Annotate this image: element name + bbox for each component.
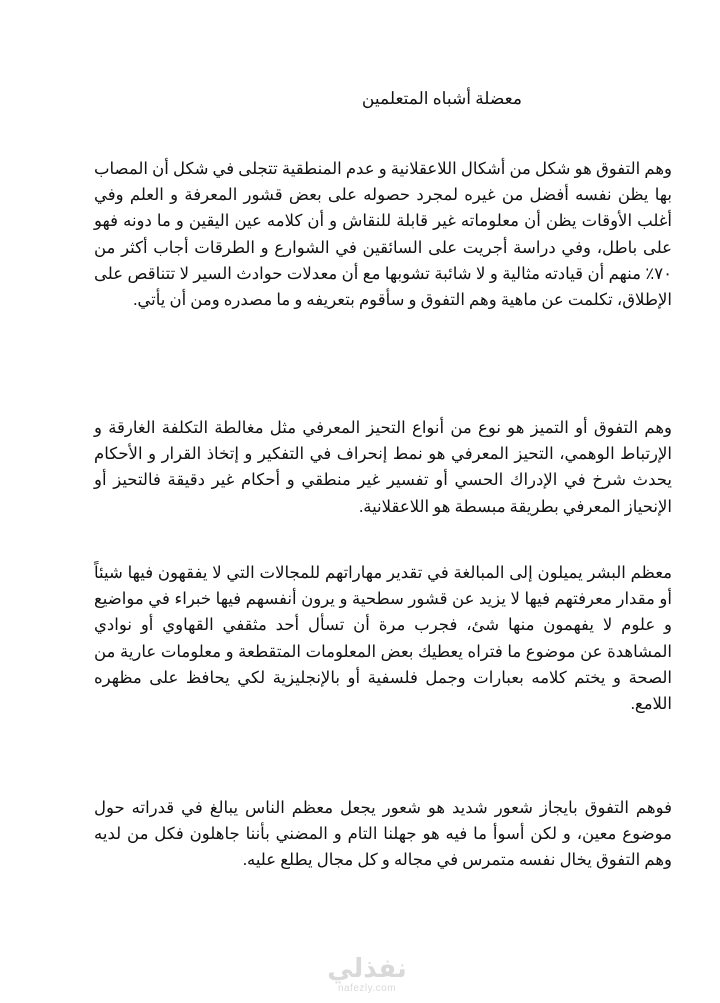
watermark-url: nafezly.com: [337, 983, 397, 994]
paragraph-3: معظم البشر يميلون إلى المبالغة في تقدير مهاراتهم للمجالات التي لا يفقهون فيها شيئاً أو مقدار معرفتهم فيها لا يزيد عن قشور سطحية و يرون أنفسهم فيها خبراء في مواضيع و علوم لا يفهمون منها شئ، فجرب مرة أن تسأل أحد مثقفي القهاوي أو نوادي المشاهدة عن موضوع ما فتراه يعطيك بعض المعلومات المتقطعة و معلومات عارية من الصحة و يختم كلامه بعبارات وجمل فلسفية أو بالإنجليزية لكي يحافظ على مظهره اللامع.: [94, 563, 672, 714]
document-title: معضلة أشباه المتعلمين: [361, 89, 522, 108]
paragraph-2: وهم التفوق أو التميز هو نوع من أنواع التحيز المعرفي مثل مغالطة التكلفة الغارقة و الإرتباط الوهمي، التحيز المعرفي هو نمط إنحراف في التفكير و إتخاذ القرار و الأحكام يحدث شرخ في الإدراك الحسي أو تفسير غير منطقي و أحكام غير دقيقة فالتحيز أو الإنحياز المعرفي بطريقة مبسطة هو اللاعقلانية.: [94, 418, 672, 516]
paragraph-4: فوهم التفوق بايجاز شعور شديد هو شعور يجعل معظم الناس يبالغ في قدراته حول موضوع معين، و لكن أسوأ ما فيه هو جهلنا التام و المضني بأننا جاهلون فكل من لديه وهم التفوق يخال نفسه متمرس في مجاله و كل مجال يطلع عليه.: [94, 798, 672, 870]
paragraph-1: وهم التفوق هو شكل من أشكال اللاعقلانية و عدم المنطقية تتجلى في شكل أن المصاب بها يظن نفسه أفضل من غيره لمجرد حصوله على بعض قشور المعرفة و العلم وفي أغلب الأوقات يظن أن معلوماته غير قابلة للنقاش و أن كلامه عين اليقين و ما دونه فهو على باطل، وفي دراسة أجريت على السائقين في الشوارع و الطرقات أجاب أكثر من ٧٠٪ منهم أن قيادته مثالية و لا شائبة تشوبها مع أن معدلات حوادث السير لا تتناقص على الإطلاق، تكلمت عن ماهية وهم التفوق و سأقوم بتعريفه و ما مصدره ومن أن يأتي.: [94, 159, 672, 310]
watermark-logo-text: نفذلي: [327, 954, 407, 984]
watermark-logo: [312, 955, 422, 995]
